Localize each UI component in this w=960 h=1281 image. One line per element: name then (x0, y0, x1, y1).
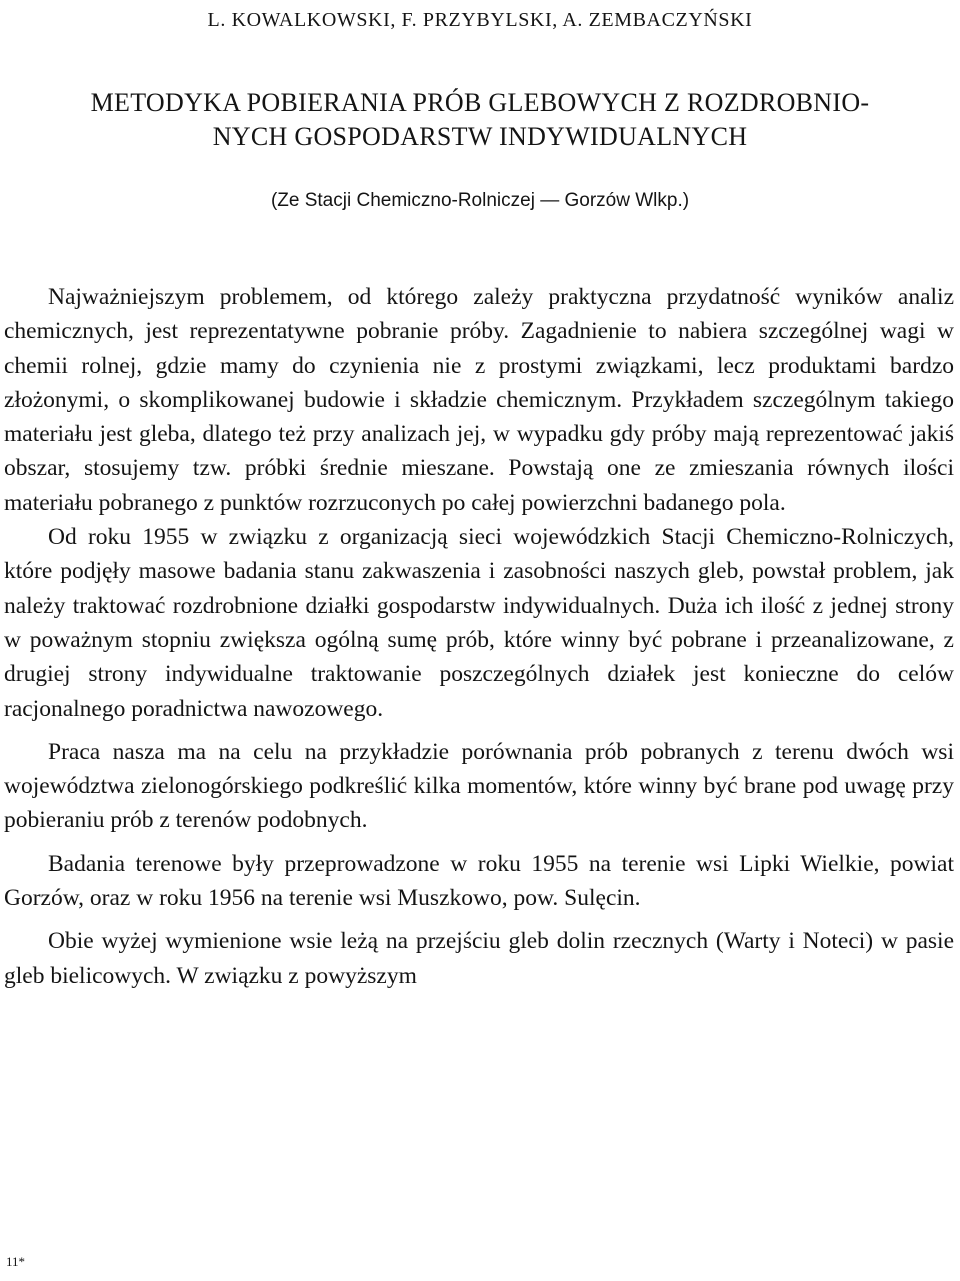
title-line-1: METODYKA POBIERANIA PRÓB GLEBOWYCH Z ROZDROBNIO- (90, 88, 870, 117)
paragraph-2: Od roku 1955 w związku z organizacją sieci wojewódzkich Stacji Chemiczno-Rolniczych, które podjęły masowe badania stanu zakwaszenia i zasobności naszych gleb, powstał problem, jak należy traktować rozdrobnione działki gospodarstw indywidualnych. Duża ich ilość z jednej strony w poważnym stopniu zwiększa ogólną sumę prób, które winny być pobrane i przeanalizowane, z drugiej strony indywidualne traktowanie poszczególnych działek jest konieczne do celów racjonalnego poradnictwa nawozowego. (4, 524, 954, 722)
affiliation: (Ze Stacji Chemiczno-Rolniczej — Gorzów Wlkp.) (270, 190, 690, 211)
title-line-2: NYCH GOSPODARSTW INDYWIDUALNYCH (212, 122, 748, 151)
paragraph-4: Badania terenowe były przeprowadzone w roku 1955 na terenie wsi Lipki Wielkie, powiat Gorzów, oraz w roku 1956 na terenie wsi Muszkowo, pow. Sulęcin. (4, 850, 954, 912)
article-title (0, 86, 960, 154)
authors-line: L. KOWALKOWSKI, F. PRZYBYLSKI, A. ZEMBACZYŃSKI (207, 9, 753, 31)
page-folio: 11* (6, 1254, 26, 1269)
article-body (4, 280, 954, 993)
paragraph-1: Najważniejszym problemem, od którego zależy praktyczna przydatność wyników analiz chemicznych, jest reprezentatywne pobranie próby. Zagadnienie to nabiera szczególnej wagi w chemii rolnej, gdzie mamy do czynienia nie z prostymi związkami, lecz produktami bardzo złożonymi, o skomplikowanej budowie i składzie chemicznym. Przykładem szczególnym takiego materiału jest gleba, dlatego też przy analizach jej, w wypadku gdy próby mają reprezentować jakiś obszar, stosujemy tzw. próbki średnie mieszane. Powstają one ze zmieszania równych ilości materiału pobranego z punktów rozrzuconych po całej powierzchni badanego pola. (4, 284, 954, 516)
paragraph-3: Praca nasza ma na celu na przykładzie porównania prób pobranych z terenu dwóch wsi województwa zielonogórskiego podkreślić kilka momentów, które winny być brane pod uwagę przy pobieraniu prób z terenów podobnych. (4, 738, 954, 834)
paragraph-5: Obie wyżej wymienione wsie leżą na przejściu gleb dolin rzecznych (Warty i Noteci) w pasie gleb bielicowych. W związku z powyższym (4, 928, 954, 989)
